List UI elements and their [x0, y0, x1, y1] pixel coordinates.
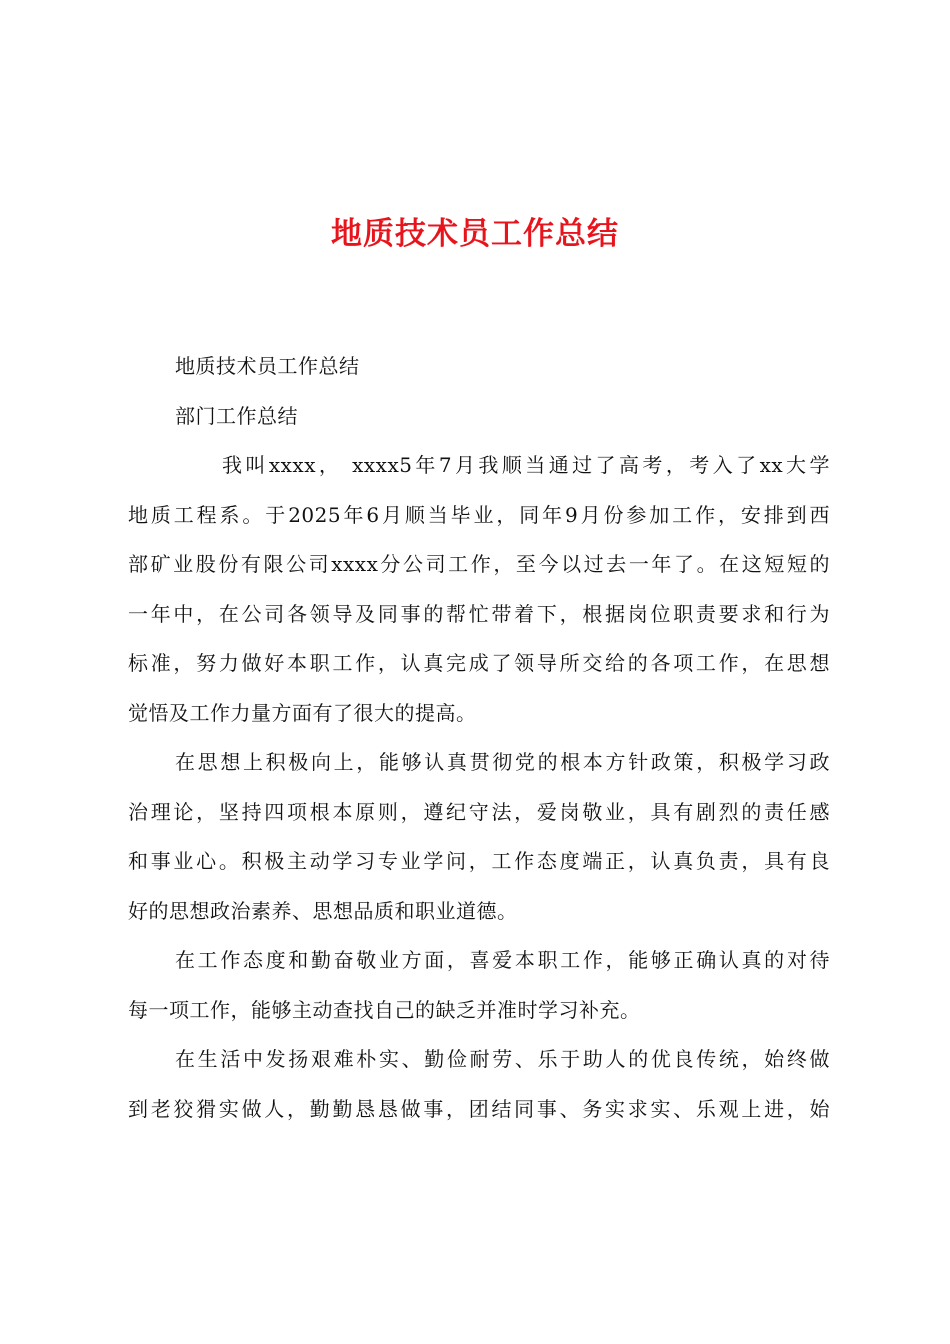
document-body [128, 342, 830, 1134]
paragraph-line: 治理论，坚持四项根本原则，遵纪守法，爱岗敬业，具有剧烈的责任感 [128, 799, 830, 824]
paragraph-line: 到老狡猾实做人，勤勤恳恳做事，团结同事、务实求实、乐观上进，始 [128, 1096, 830, 1121]
paragraph-line: 我叫xxxx， xxxx5年7月我顺当通过了高考，考入了xx大学 [222, 453, 830, 477]
paragraph-line: 标准，努力做好本职工作，认真完成了领导所交给的各项工作，在思想 [128, 651, 830, 675]
paragraph-line: 每一项工作，能够主动查找自己的缺乏并准时学习补充。 [128, 997, 641, 1022]
paragraph-line: 和事业心。积极主动学习专业学问，工作态度端正，认真负责，具有良 [128, 849, 830, 873]
document-title: 地质技术员工作总结 [331, 216, 619, 252]
paragraph-line: 在工作态度和勤奋敬业方面，喜爱本职工作，能够正确认真的对待 [175, 948, 830, 972]
paragraph-line: 在生活中发扬艰难朴实、勤俭耐劳、乐于助人的优良传统，始终做 [175, 1047, 830, 1071]
document-subtitle: 地质技术员工作总结 [175, 354, 360, 378]
paragraph-line: 一年中，在公司各领导及同事的帮忙带着下，根据岗位职责要求和行为 [128, 601, 830, 626]
paragraph-line: 好的思想政治素养、思想品质和职业道德。 [128, 898, 518, 923]
paragraph-line: 在思想上积极向上，能够认真贯彻党的根本方针政策，积极学习政 [175, 750, 830, 774]
paragraph-line: 觉悟及工作力量方面有了很大的提高。 [128, 700, 477, 725]
department-label: 部门工作总结 [175, 403, 298, 428]
paragraph-line: 部矿业股份有限公司xxxx分公司工作，至今以过去一年了。在这短短的 [128, 552, 830, 576]
paragraph-line: 地质工程系。于2025年6月顺当毕业，同年9月份参加工作，安排到西 [128, 502, 830, 527]
